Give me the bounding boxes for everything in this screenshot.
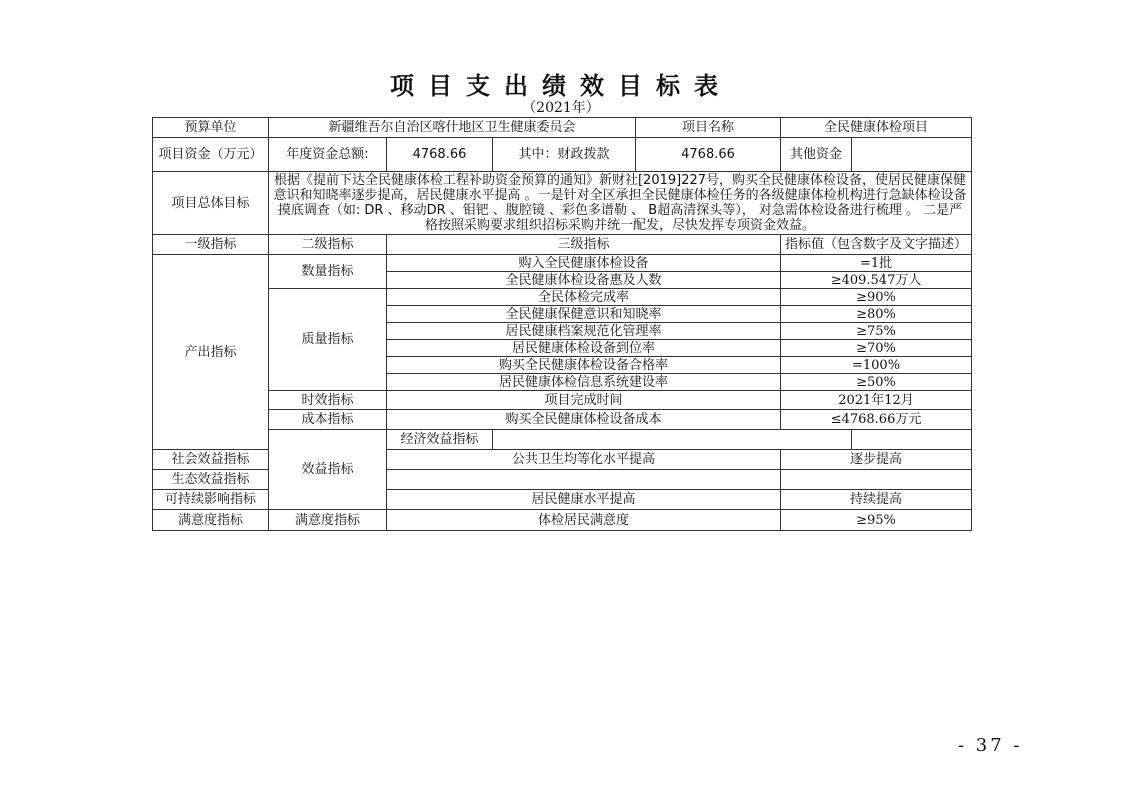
other-funds-value [852, 138, 972, 172]
project-name-value: 全民健康体检项目 [781, 118, 972, 138]
budget-unit-value: 新疆维吾尔自治区喀什地区卫生健康委员会 [269, 118, 636, 138]
indicator-value [781, 470, 972, 490]
timeliness-indicator-label: 时效指标 [269, 391, 387, 410]
other-funds-label: 其他资金 [781, 138, 852, 172]
indicator-value: ≤4768.66万元 [781, 410, 972, 430]
indicator-name: 全民健康保健意识和知晓率 [387, 306, 781, 323]
budget-unit-label: 预算单位 [153, 118, 269, 138]
indicator-name: 公共卫生均等化水平提高 [387, 450, 781, 470]
indicator-name: 居民健康体检设备到位率 [387, 340, 781, 357]
indicator-value [852, 430, 972, 450]
table-row [153, 118, 972, 138]
indicator-name: 购买全民健康体检设备合格率 [387, 357, 781, 374]
indicator-value: ≥409.547万人 [781, 272, 972, 289]
sustainable-impact-label: 可持续影响指标 [153, 490, 269, 510]
indicator-name: 项目完成时间 [387, 391, 781, 410]
table-row [153, 510, 972, 531]
cost-indicator-label: 成本指标 [269, 410, 387, 430]
satisfaction-indicator-label: 满意度指标 [153, 510, 269, 531]
project-name-label: 项目名称 [636, 118, 781, 138]
quality-indicator-label: 质量指标 [269, 289, 387, 391]
fiscal-label: 其中：财政拨款 [493, 138, 636, 172]
output-indicator-label: 产出指标 [153, 255, 269, 450]
benefit-indicator-label: 效益指标 [269, 430, 387, 510]
economic-benefit-label: 经济效益指标 [387, 430, 493, 450]
annual-total-label: 年度资金总额: [269, 138, 387, 172]
indicator-value: ≥95% [781, 510, 972, 531]
table-row [153, 289, 972, 306]
annual-total-value: 4768.66 [387, 138, 493, 172]
table-row [153, 391, 972, 410]
indicator-name: 居民健康水平提高 [387, 490, 781, 510]
indicator-value: ≥80% [781, 306, 972, 323]
table-row [153, 235, 972, 255]
indicator-name: 全民健康体检设备惠及人数 [387, 272, 781, 289]
indicator-value: ≥50% [781, 374, 972, 391]
indicator-value: =100% [781, 357, 972, 374]
quantity-indicator-label: 数量指标 [269, 255, 387, 289]
indicator-name: 购买全民健康体检设备成本 [387, 410, 781, 430]
satisfaction-sub-label: 满意度指标 [269, 510, 387, 531]
table-row [153, 172, 972, 235]
page-title: 项目支出绩效目标表 [390, 71, 732, 100]
indicator-name: 体检居民满意度 [387, 510, 781, 531]
table-row [153, 410, 972, 430]
indicator-name [493, 430, 852, 450]
indicator-name: 全民体检完成率 [387, 289, 781, 306]
level1-header: 一级指标 [153, 235, 269, 255]
level3-header: 三级指标 [387, 235, 781, 255]
indicator-value: 2021年12月 [781, 391, 972, 410]
value-header: 指标值（包含数字及文字描述） [781, 235, 972, 255]
year-subtitle: （2021年） [522, 100, 600, 116]
indicator-name: 购入全民健康体检设备 [387, 255, 781, 272]
indicator-value: 逐步提高 [781, 450, 972, 470]
overall-goal-label: 项目总体目标 [153, 172, 269, 235]
funds-label: 项目资金（万元） [153, 138, 269, 172]
indicator-value: =1批 [781, 255, 972, 272]
fiscal-value: 4768.66 [636, 138, 781, 172]
indicator-name [387, 470, 781, 490]
table-row [153, 138, 972, 172]
table-row [153, 255, 972, 272]
table-row [153, 430, 972, 450]
indicator-name: 居民健康档案规范化管理率 [387, 323, 781, 340]
indicator-name: 居民健康体检信息系统建设率 [387, 374, 781, 391]
indicator-value: ≥70% [781, 340, 972, 357]
indicator-value: ≥75% [781, 323, 972, 340]
performance-goal-table [152, 117, 972, 531]
overall-goal-text: 根据《提前下达全民健康体检工程补助资金预算的通知》新财社[2019]227号，购买全民健康体检设备，使居民健康保健意识和知晓率逐步提高，居民健康水平提高 。一是针对全区承担全民健康体检任务的各级健康体检机构进行急缺体检设备摸底调查（如: DR 、移动DR 、钼钯 、腹腔镜 、彩色多谱勒 、 B超高清探头等）， 对急需体检设备进行梳理 。 二是严格按照采购要求组织招标采购并统一配发，尽快发挥专项资金效益。 [269, 172, 972, 235]
indicator-value: ≥90% [781, 289, 972, 306]
level2-header: 二级指标 [269, 235, 387, 255]
page-number: - 37 - [958, 735, 1023, 756]
social-benefit-label: 社会效益指标 [153, 450, 269, 470]
indicator-value: 持续提高 [781, 490, 972, 510]
ecological-benefit-label: 生态效益指标 [153, 470, 269, 490]
